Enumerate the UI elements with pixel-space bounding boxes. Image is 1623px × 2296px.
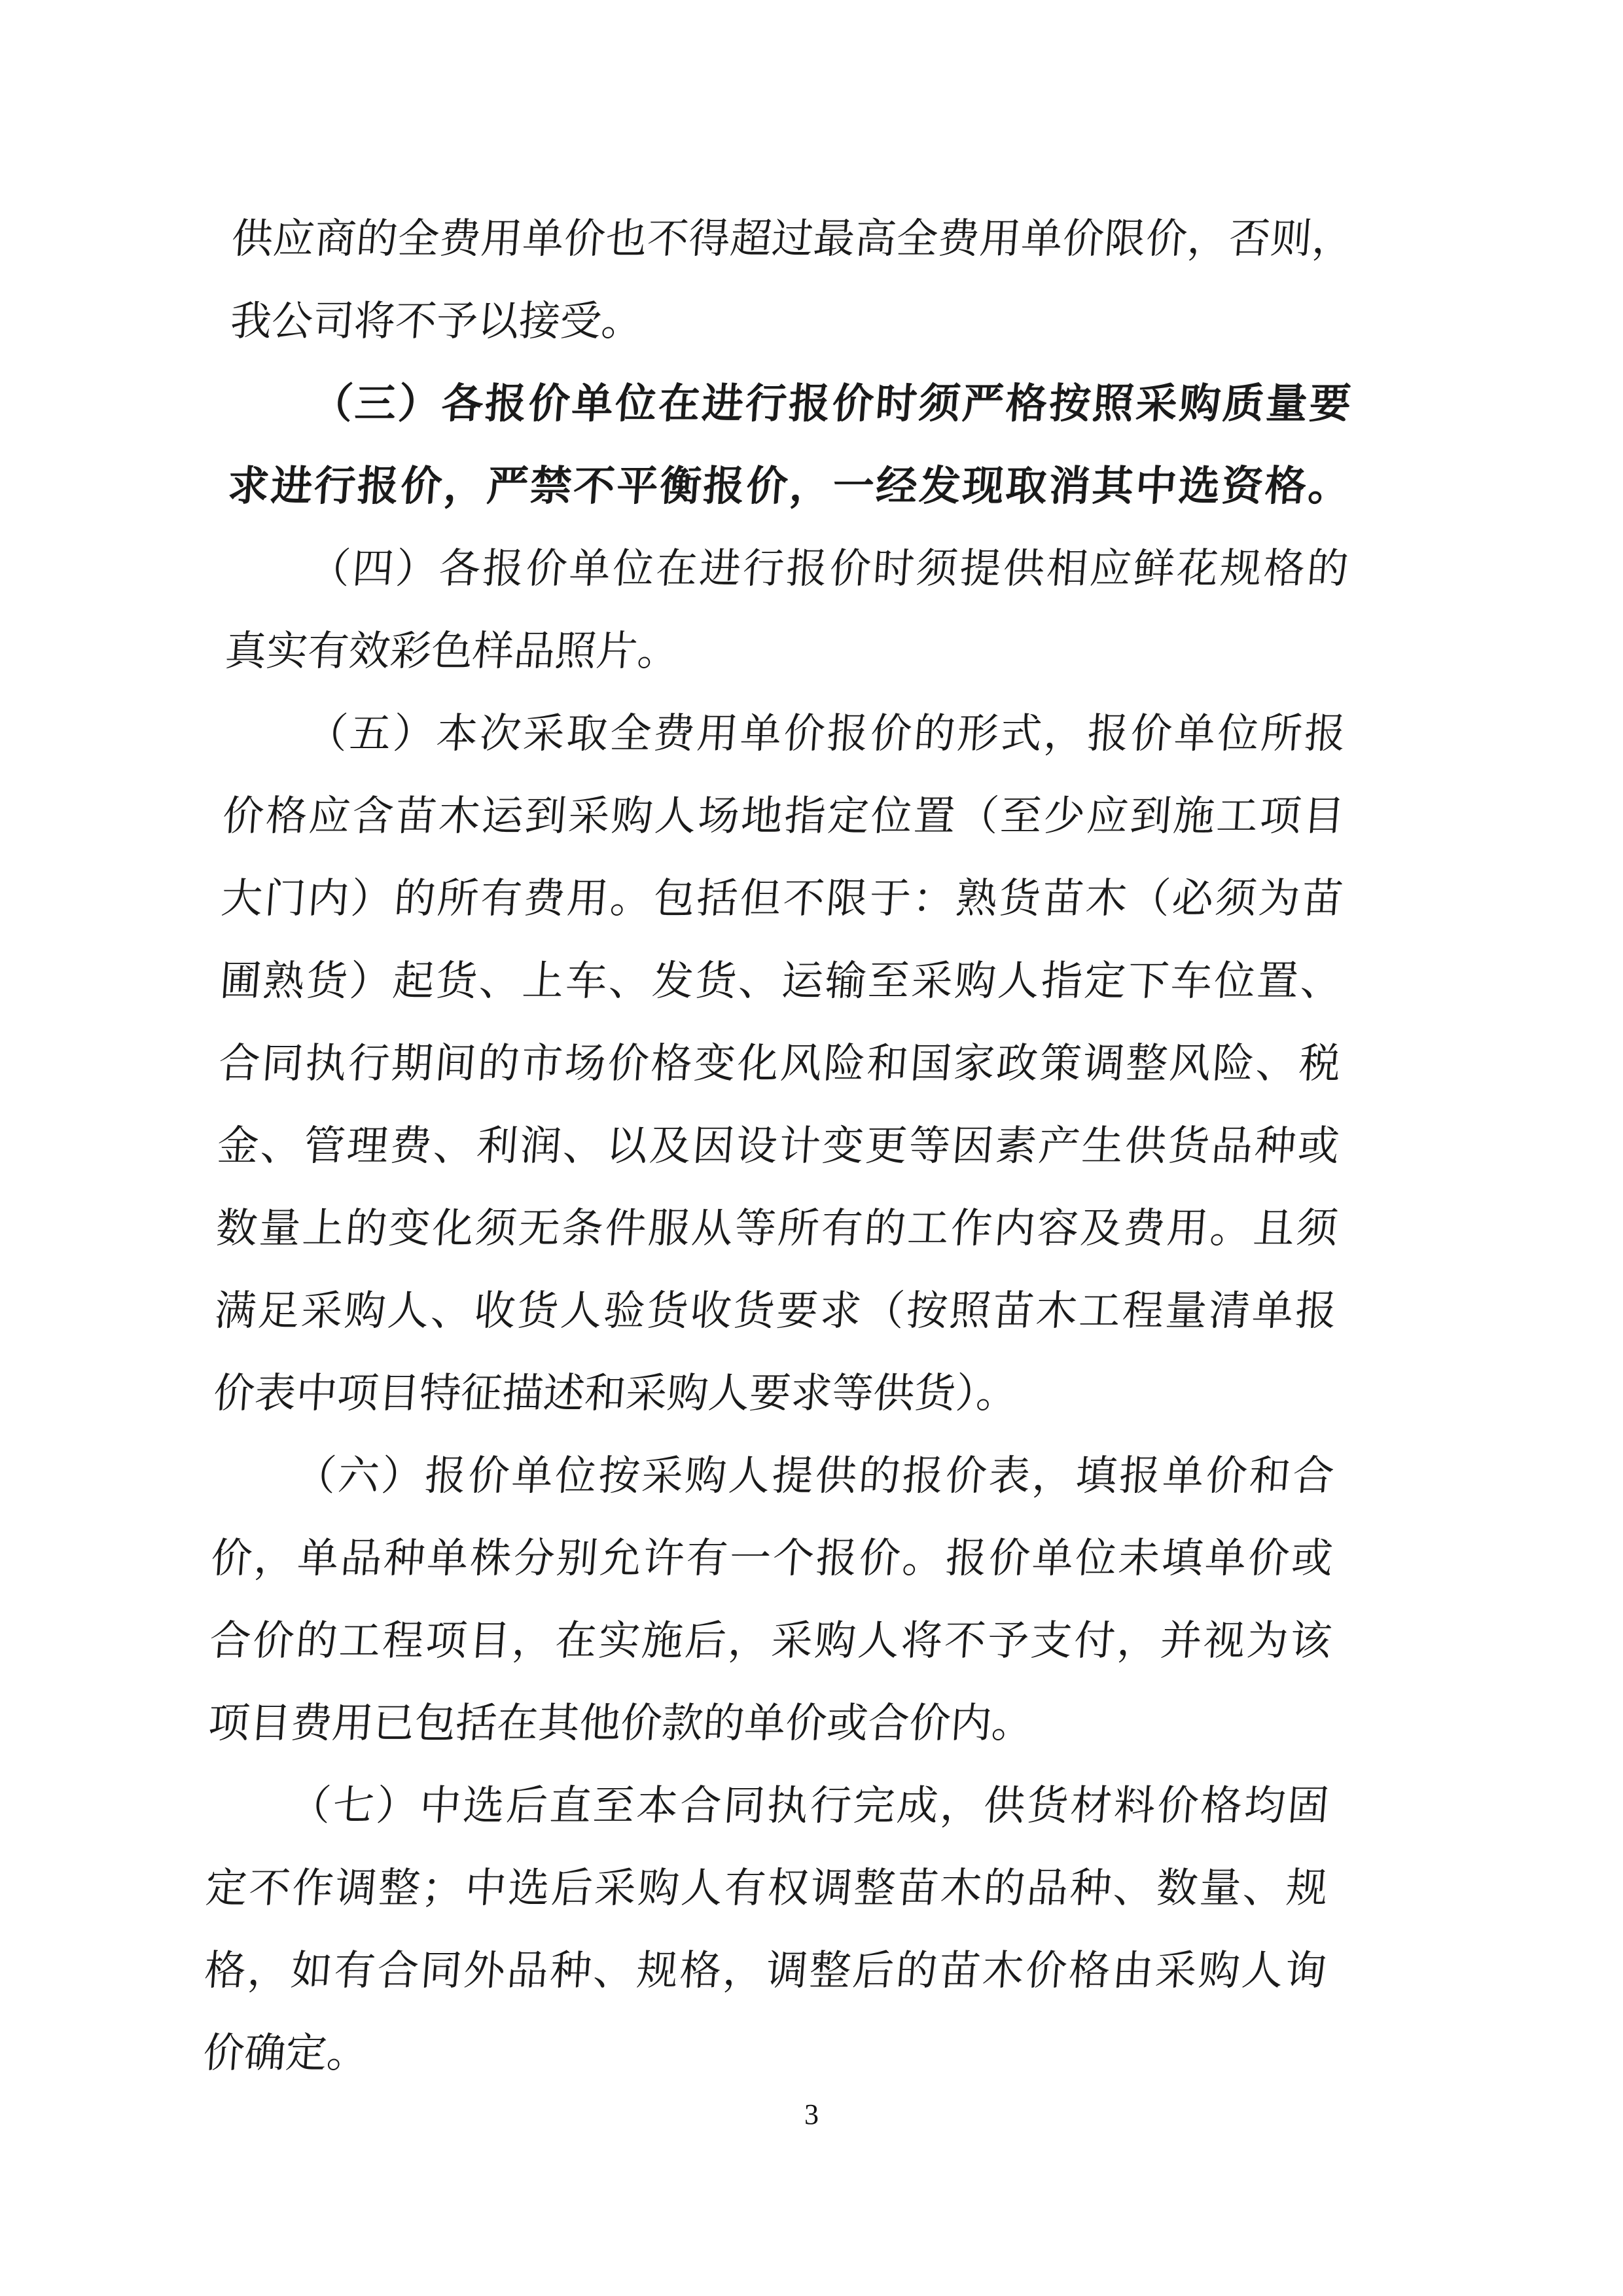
page-number: 3 [804,2098,819,2130]
text-line: 项目费用已包括在其他价款的单价或合价内。 [206,1700,1035,1746]
text-line: 价确定。 [201,2030,370,2076]
document-text-block [202,198,1354,2094]
text-line: 大门内）的所有费用。包括但不限于：熟货苗木（必须为苗 [219,876,1345,922]
text-line: 合同执行期间的市场价格变化风险和国家政策调整风险、税 [217,1041,1342,1086]
text-line: 合价的工程项目，在实施后，采购人将不予支付，并视为该 [207,1618,1333,1664]
text-line: 价，单品种单株分别允许有一个报价。报价单位未填单价或 [209,1535,1334,1581]
text-line: 供应商的全费用单价也不得超过最高全费用单价限价，否则， [230,216,1355,262]
text-line: 数量上的变化须无条件服从等所有的工作内容及费用。且须 [214,1206,1340,1251]
text-line: 价格应含苗木运到采购人场地指定位置（至少应到施工项目 [221,793,1346,839]
text-line: （五）本次采取全费用单价报价的形式，报价单位所报 [304,711,1347,757]
text-line: （三）各报价单位在进行报价时须严格按照采购质量要 [310,381,1353,427]
text-line: （七）中选后直至本合同执行完成，供货材料价格均固 [287,1783,1330,1829]
text-line: 定不作调整；中选后采购人有权调整苗木的品种、数量、规 [204,1865,1329,1911]
text-line: 格，如有合同外品种、规格，调整后的苗木价格由采购人询 [202,1948,1328,1994]
text-line: 真实有效彩色样品照片。 [223,628,681,674]
text-line: 满足采购人、收货人验货收货要求（按照苗木工程量清单报 [213,1288,1338,1334]
text-line: （四）各报价单位在进行报价时须提供相应鲜花规格的 [307,546,1350,592]
text-line: 金、管理费、利润、以及因设计变更等因素产生供货品种或 [215,1123,1341,1169]
text-line: 求进行报价，严禁不平衡报价，一经发现取消其中选资格。 [226,463,1351,509]
text-line: （六）报价单位按采购人提供的报价表，填报单价和合 [293,1453,1336,1499]
text-line: 圃熟货）起货、上车、发货、运输至采购人指定下车位置、 [218,958,1344,1004]
text-line: 我公司将不予以接受。 [228,298,645,344]
text-line: 价表中项目特征描述和采购人要求等供货）。 [211,1371,1020,1416]
